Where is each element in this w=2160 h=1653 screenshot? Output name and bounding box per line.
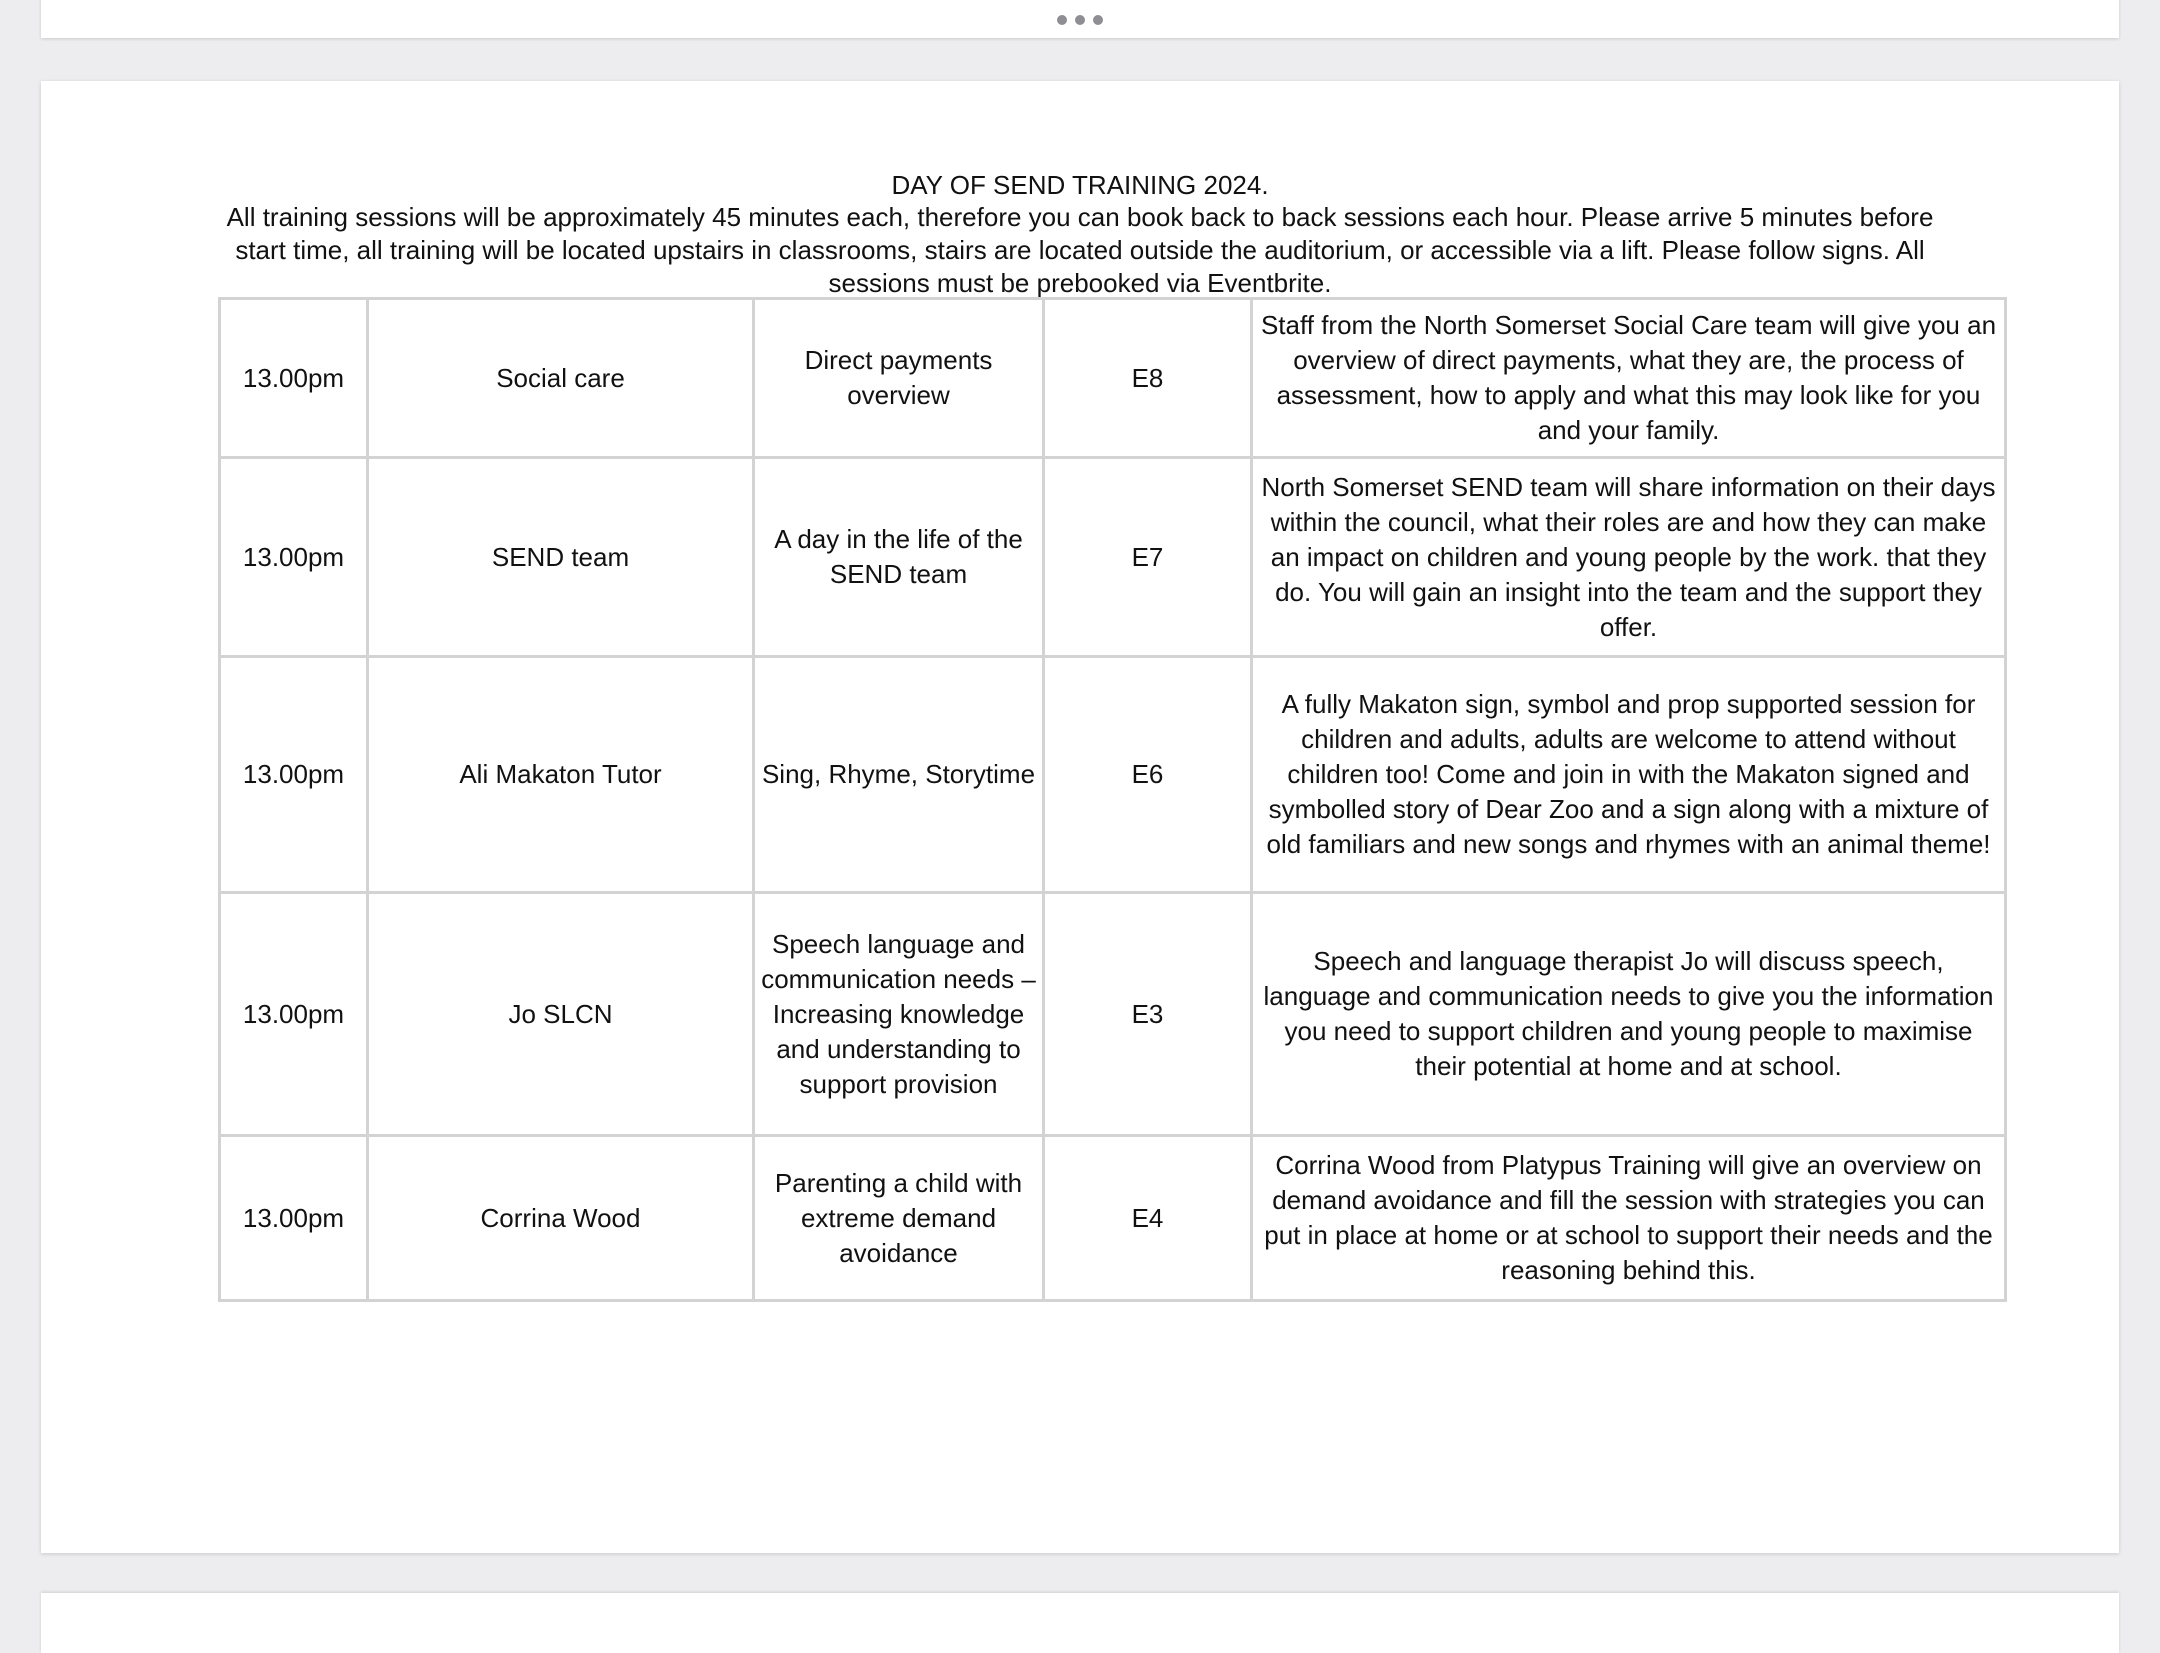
dot-icon <box>1075 15 1085 25</box>
session-room: E8 <box>1044 299 1252 458</box>
next-page <box>41 1593 2119 1653</box>
session-time: 13.00pm <box>220 893 368 1136</box>
session-description: A fully Makaton sign, symbol and prop supported session for children and adults, adults are welcome to attend without children too! Come and join in with the Makaton signed and symbolled story of Dear Zoo and a sign along with a mixture of old familiars and new songs and rhymes with an animal theme! <box>1252 657 2006 893</box>
sessions-table <box>218 297 2007 1302</box>
session-time: 13.00pm <box>220 458 368 657</box>
more-options-icon[interactable] <box>1057 14 1103 26</box>
table-row <box>220 1136 2006 1301</box>
session-title: A day in the life of the SEND team <box>754 458 1044 657</box>
table-row <box>220 458 2006 657</box>
session-title: Direct payments overview <box>754 299 1044 458</box>
session-description: Speech and language therapist Jo will discuss speech, language and communication needs to give you the information you need to support children and young people to maximise their potential at home and at school. <box>1252 893 2006 1136</box>
session-title: Parenting a child with extreme demand avoidance <box>754 1136 1044 1301</box>
session-time: 13.00pm <box>220 1136 368 1301</box>
session-description: Staff from the North Somerset Social Care team will give you an overview of direct payments, what they are, the process of assessment, how to apply and what this may look like for you and your family. <box>1252 299 2006 458</box>
document-intro: All training sessions will be approximately 45 minutes each, therefore you can book back to back sessions each hour. Please arrive 5 minutes before start time, all training will be located upstairs in classrooms, stairs are located outside the auditorium, or accessible via a lift. Please follow signs. All sessions must be prebooked via Eventbrite. <box>226 202 1934 298</box>
table-row <box>220 657 2006 893</box>
session-presenter: Corrina Wood <box>368 1136 754 1301</box>
session-presenter: Social care <box>368 299 754 458</box>
session-presenter: Jo SLCN <box>368 893 754 1136</box>
session-room: E3 <box>1044 893 1252 1136</box>
session-presenter: Ali Makaton Tutor <box>368 657 754 893</box>
dot-icon <box>1057 15 1067 25</box>
session-time: 13.00pm <box>220 657 368 893</box>
session-room: E4 <box>1044 1136 1252 1301</box>
table-row <box>220 893 2006 1136</box>
document-title: DAY OF SEND TRAINING 2024. <box>891 170 1269 200</box>
session-room: E7 <box>1044 458 1252 657</box>
dot-icon <box>1093 15 1103 25</box>
table-row <box>220 299 2006 458</box>
session-description: Corrina Wood from Platypus Training will give an overview on demand avoidance and fill the session with strategies you can put in place at home or at school to support their needs and the reasoning behind this. <box>1252 1136 2006 1301</box>
session-title: Speech language and communication needs – Increasing knowledge and understanding to support provision <box>754 893 1044 1136</box>
session-time: 13.00pm <box>220 299 368 458</box>
session-description: North Somerset SEND team will share information on their days within the council, what their roles are and how they can make an impact on children and young people by the work. that they do. You will gain an insight into the team and the support they offer. <box>1252 458 2006 657</box>
session-presenter: SEND team <box>368 458 754 657</box>
session-room: E6 <box>1044 657 1252 893</box>
document-page <box>41 81 2119 1553</box>
session-title: Sing, Rhyme, Storytime <box>754 657 1044 893</box>
